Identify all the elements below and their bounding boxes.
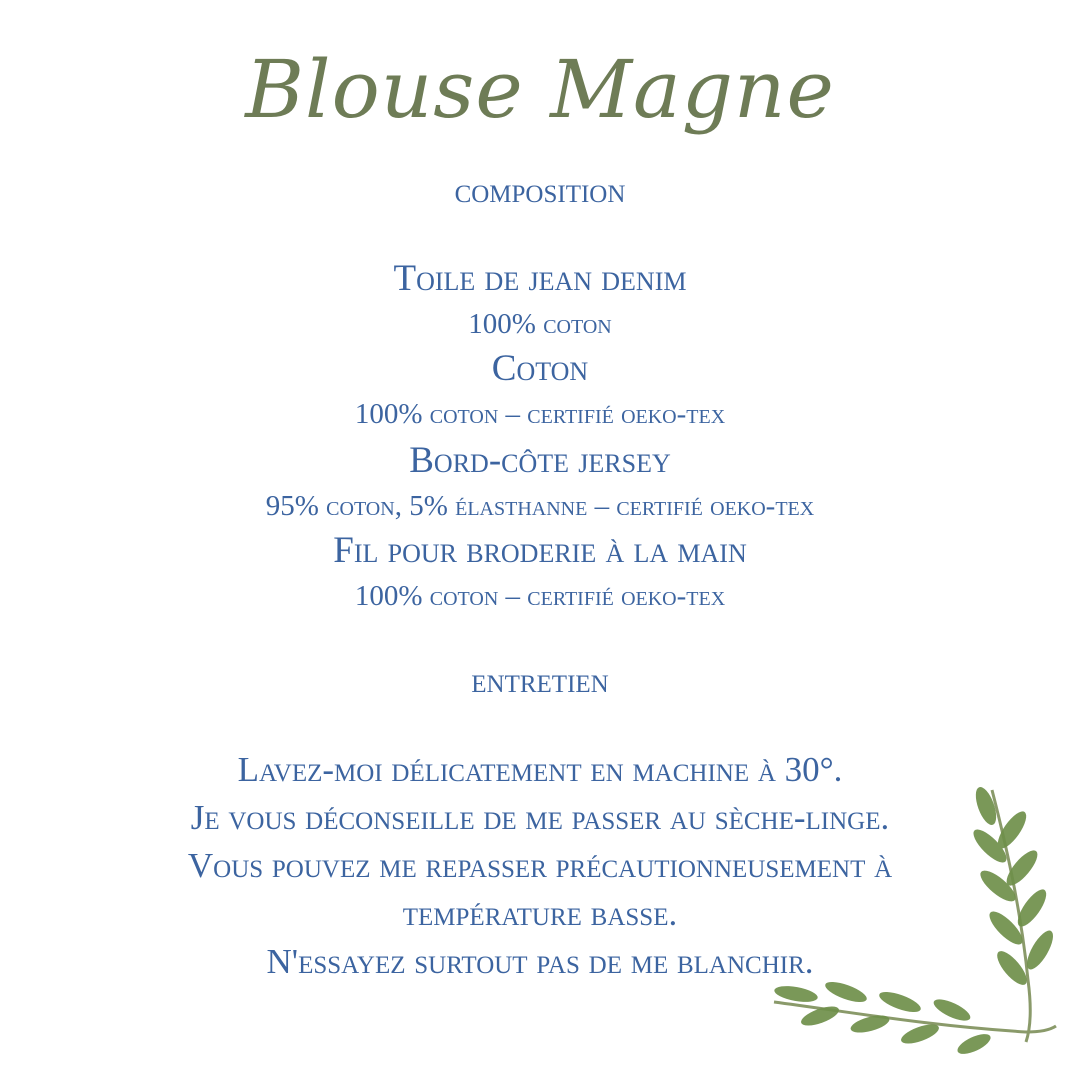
olive-branch-icon	[760, 780, 1070, 1070]
care-instruction: Je vous déconseille de me passer au sèche-linge.	[190, 798, 890, 837]
care-instruction: Lavez-moi délicatement en machine à 30°.	[237, 750, 843, 789]
product-title: Blouse Magne	[245, 43, 835, 136]
material-name: Fil pour broderie à la main	[333, 530, 747, 571]
material-composition: 95% coton, 5% élasthanne – certifié oeko-tex	[265, 490, 815, 522]
composition-heading: composition	[454, 170, 626, 210]
material-composition: 100% coton – certifié oeko-tex	[354, 398, 726, 430]
material-name: Bord-côte jersey	[409, 440, 671, 481]
care-instruction: température basse.	[402, 894, 678, 933]
material-composition: 100% coton – certifié oeko-tex	[354, 580, 726, 612]
material-name: Toile de jean denim	[393, 258, 687, 299]
care-instruction: Vous pouvez me repasser précautionneusement à	[187, 846, 893, 885]
care-heading: entretien	[471, 660, 609, 700]
material-composition: 100% coton	[468, 308, 612, 340]
care-instruction: N'essayez surtout pas de me blanchir.	[266, 942, 814, 981]
material-name: Coton	[491, 348, 589, 389]
